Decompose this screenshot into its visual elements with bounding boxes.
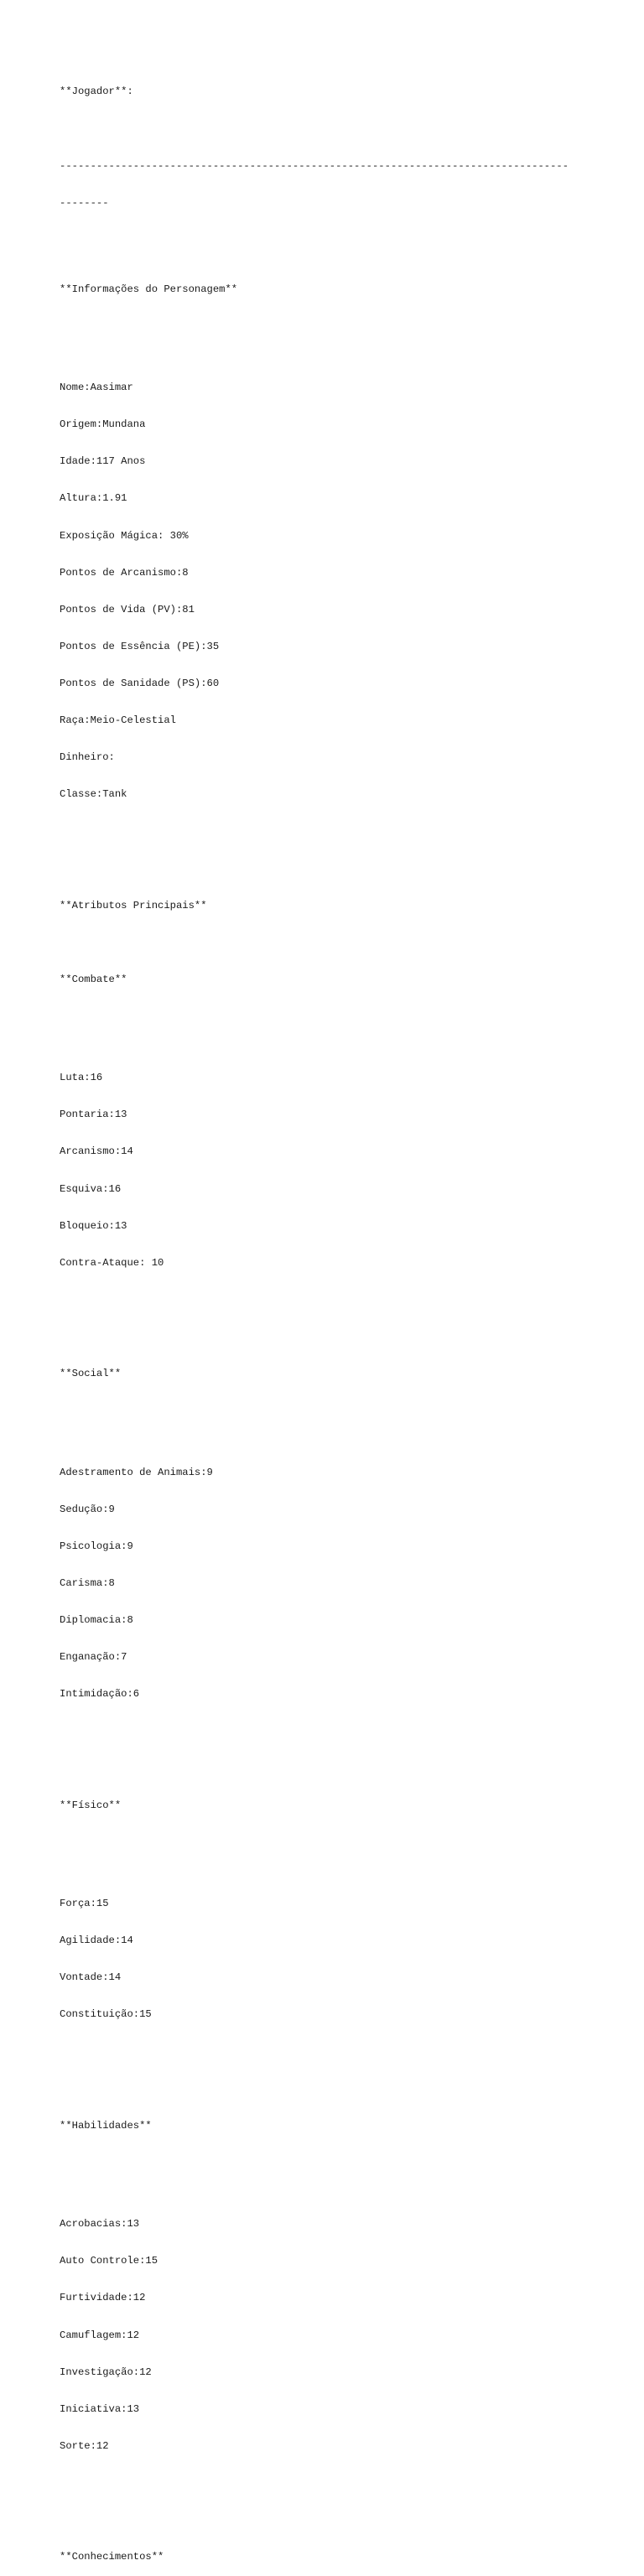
info-arcane-points: Pontos de Arcanismo:8 — [60, 566, 189, 579]
blank-line — [60, 2070, 596, 2083]
combat-heading: **Combate** — [60, 973, 127, 985]
social-item: Intimidação:6 — [60, 1688, 140, 1701]
social-list — [60, 1441, 596, 1725]
info-money: Dinheiro: — [60, 751, 115, 764]
info-hit-points: Pontos de Vida (PV):81 — [60, 603, 195, 615]
info-origin: Origem:Mundana — [60, 418, 146, 431]
info-race: Raça:Meio-Celestial — [60, 714, 176, 727]
blank-line — [60, 1318, 596, 1331]
physical-item: Força:15 — [60, 1898, 109, 1910]
skills-list — [60, 2194, 596, 2477]
social-heading: **Social** — [60, 1368, 122, 1380]
combat-list — [60, 1047, 596, 1294]
blank-line — [60, 1010, 596, 1023]
info-age: Idade:117 Anos — [60, 455, 146, 468]
skill-item: Investigação:12 — [60, 2366, 152, 2378]
skill-item: Furtividade:12 — [60, 2292, 146, 2304]
info-sanity-points: Pontos de Sanidade (PS):60 — [60, 677, 220, 689]
blank-line — [60, 2157, 596, 2169]
skill-item: Iniciativa:13 — [60, 2402, 140, 2415]
social-item: Carisma:8 — [60, 1576, 115, 1589]
separator-line: ----------------------------------------------------------------------------------- — [60, 159, 569, 172]
info-heading: **Informações do Personagem** — [60, 283, 238, 295]
info-essence-points: Pontos de Essência (PE):35 — [60, 640, 220, 652]
blank-line — [60, 937, 596, 949]
combat-item: Luta:16 — [60, 1072, 103, 1084]
physical-item: Agilidade:14 — [60, 1935, 133, 1947]
social-item: Adestramento de Animais:9 — [60, 1466, 213, 1478]
skill-item: Sorte:12 — [60, 2439, 109, 2452]
combat-item: Esquiva:16 — [60, 1182, 122, 1195]
info-class: Classe:Tank — [60, 788, 127, 801]
social-item: Psicologia:9 — [60, 1540, 133, 1552]
info-name: Nome:Aasimar — [60, 382, 133, 394]
combat-item: Contra-Ataque: 10 — [60, 1256, 164, 1269]
social-item: Sedução:9 — [60, 1503, 115, 1515]
info-list — [60, 357, 596, 826]
physical-item: Vontade:14 — [60, 1971, 122, 1984]
blank-line — [60, 320, 596, 333]
blank-line — [60, 234, 596, 247]
skills-heading: **Habilidades** — [60, 2119, 152, 2132]
blank-line — [60, 1836, 596, 1849]
blank-line — [60, 123, 596, 136]
blank-line — [60, 850, 596, 863]
separator-line-wrap: -------- — [60, 196, 109, 209]
attributes-heading: **Atributos Principais** — [60, 899, 207, 911]
player-heading: **Jogador**: — [60, 86, 133, 98]
knowledge-heading: **Conhecimentos** — [60, 2551, 164, 2563]
physical-item: Constituição:15 — [60, 2008, 152, 2021]
combat-item: Pontaria:13 — [60, 1109, 127, 1121]
info-magic-exposure: Exposição Mágica: 30% — [60, 529, 189, 542]
social-item: Enganação:7 — [60, 1651, 127, 1664]
blank-line — [60, 2501, 596, 2514]
blank-line — [60, 1750, 596, 1763]
combat-item: Bloqueio:13 — [60, 1219, 127, 1232]
info-height: Altura:1.91 — [60, 492, 127, 505]
skill-item: Acrobacias:13 — [60, 2218, 140, 2231]
combat-item: Arcanismo:14 — [60, 1145, 133, 1158]
skill-item: Auto Controle:15 — [60, 2255, 158, 2267]
physical-list — [60, 1873, 596, 2046]
character-sheet-document — [60, 61, 596, 2576]
physical-heading: **Físico** — [60, 1799, 122, 1811]
blank-line — [60, 1405, 596, 1417]
social-item: Diplomacia:8 — [60, 1614, 133, 1627]
skill-item: Camuflagem:12 — [60, 2329, 140, 2341]
